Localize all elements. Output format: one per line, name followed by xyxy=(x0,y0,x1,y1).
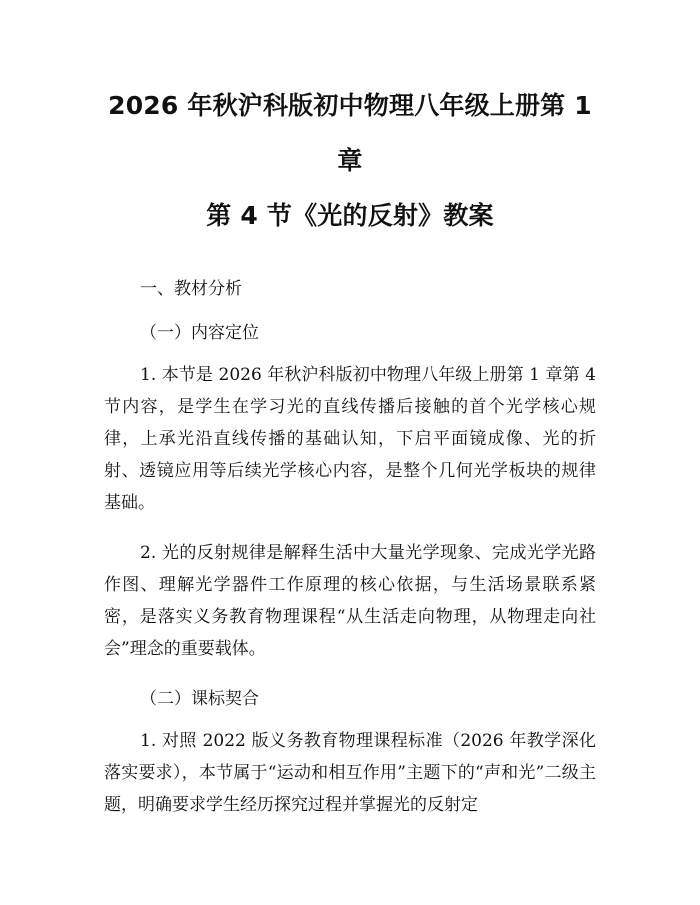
title-line-2: 第 4 节《光的反射》教案 xyxy=(206,201,494,230)
paragraph-curriculum-1: 1. 对照 2022 版义务教育物理课程标准（2026 年教学深化落实要求），本节属于“运动和相互作用”主题下的“声和光”二级主题，明确要求学生经历探究过程并掌握光的反射定 xyxy=(104,731,596,815)
document-title xyxy=(104,0,596,243)
subsection-heading-content: （一）内容定位 xyxy=(140,323,259,343)
paragraph-content-2: 2. 光的反射规律是解释生活中大量光学现象、完成光学光路作图、理解光学器件工作原理的核心依据，与生活场景联系紧密，是落实义务教育物理课程“从生活走向物理，从物理走向社会”理念的重要载体。 xyxy=(104,543,596,659)
subsection-heading-curriculum: （二）课标契合 xyxy=(140,689,259,709)
section-heading-1: 一、教材分析 xyxy=(140,279,242,299)
title-line-1: 2026 年秋沪科版初中物理八年级上册第 1 章 xyxy=(108,91,592,175)
paragraph-content-1: 1. 本节是 2026 年秋沪科版初中物理八年级上册第 1 章第 4 节内容，是学生在学习光的直线传播后接触的首个光学核心规律，上承光沿直线传播的基础认知，下启平面镜成像、光的折射、透镜应用等后续光学核心内容，是整个几何光学板块的规律基础。 xyxy=(104,365,596,513)
